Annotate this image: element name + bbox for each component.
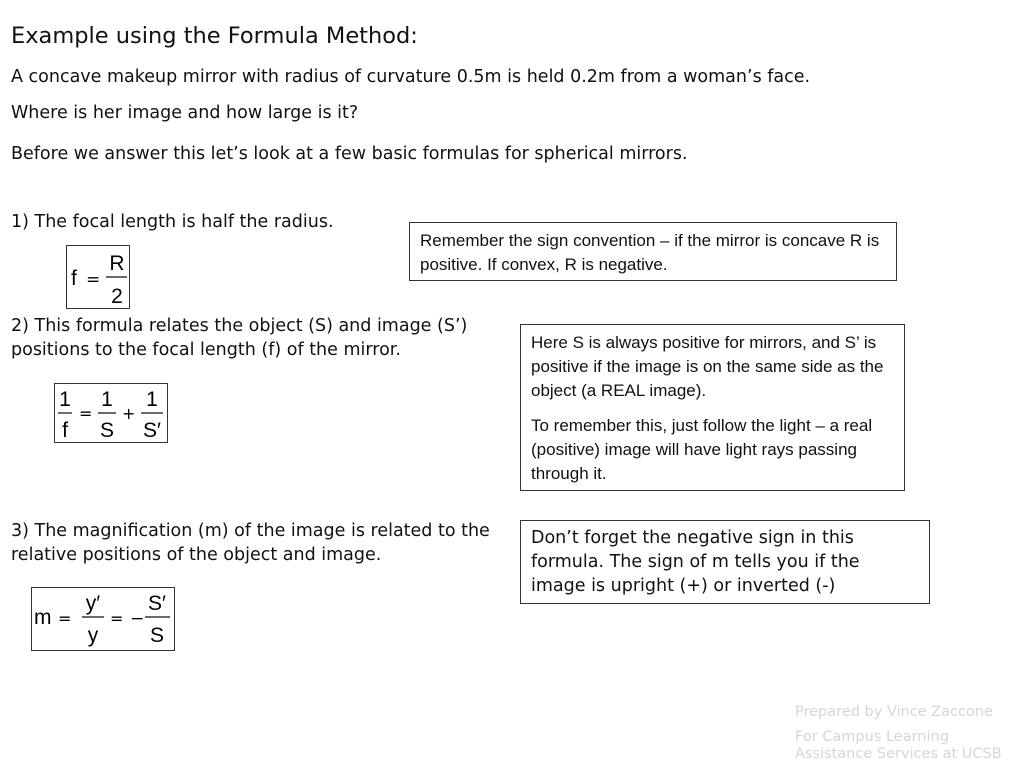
fraction2-numerator: S′ xyxy=(148,592,166,615)
term2-numerator: 1 xyxy=(101,388,113,411)
term1-denominator: f xyxy=(62,419,68,442)
footer-organization: For Campus Learning Assistance Services at UCSB xyxy=(795,729,1002,762)
formula-2-description: 2) This formula relates the object (S) and image (S’) positions to the focal length (f) of the mirror. xyxy=(11,316,468,360)
positions-sign-note xyxy=(520,324,905,491)
magnification-minus-sign: − xyxy=(130,609,145,629)
problem-statement-line-1: A concave makeup mirror with radius of curvature 0.5m is held 0.2m from a woman’s face. xyxy=(11,67,811,87)
focal-length-formula xyxy=(67,246,129,308)
intro-text: Before we answer this let’s look at a few basic formulas for spherical mirrors. xyxy=(11,144,688,164)
term2-denominator: S xyxy=(99,419,115,442)
formula-variable-f: f xyxy=(71,267,77,290)
equation-equals-sign: = xyxy=(79,404,93,423)
magnification-sign-note xyxy=(520,520,930,604)
term1-numerator: 1 xyxy=(59,388,71,411)
term3-numerator: 1 xyxy=(146,388,158,411)
formula-numerator-R: R xyxy=(109,252,125,275)
positions-note-paragraph-1: Here S is always positive for mirrors, and S’ is positive if the image is on the same side as the object (a REAL image). xyxy=(531,333,884,400)
fraction1-numerator: y′ xyxy=(85,592,101,615)
magnification-formula xyxy=(32,588,174,650)
magnification-note-text: Don’t forget the negative sign in this formula. The sign of m tells you if the image is upright (+) or inverted (-) xyxy=(531,528,860,596)
magnification-formula-box xyxy=(31,587,175,651)
footer-author: Prepared by Vince Zaccone xyxy=(795,704,993,720)
sign-convention-note xyxy=(409,222,897,281)
sign-convention-text: Remember the sign convention – if the mirror is concave R is positive. If convex, R is negative. xyxy=(420,231,880,274)
mirror-equation xyxy=(55,384,167,442)
formula-variable-m: m xyxy=(34,606,52,629)
formula-denominator-2: 2 xyxy=(111,285,123,308)
problem-statement-line-2: Where is her image and how large is it? xyxy=(11,103,359,123)
fraction2-denominator: S xyxy=(149,624,165,647)
formula-1-description: 1) The focal length is half the radius. xyxy=(11,212,334,232)
fraction1-denominator: y xyxy=(87,624,99,647)
magnification-equals-sign-2: = xyxy=(110,609,124,628)
mirror-equation-box xyxy=(54,383,168,443)
focal-length-formula-box xyxy=(66,245,130,309)
positions-note-paragraph-2: To remember this, just follow the light – a real (positive) image will have light rays passing through it. xyxy=(531,416,873,483)
term3-denominator: S′ xyxy=(143,419,161,442)
slide-title: Example using the Formula Method: xyxy=(11,23,418,49)
formula-equals-sign: = xyxy=(86,270,101,290)
magnification-equals-sign-1: = xyxy=(58,609,72,628)
equation-plus-sign: + xyxy=(122,404,136,423)
formula-3-description: 3) The magnification (m) of the image is related to the relative positions of the object and image. xyxy=(11,521,490,565)
